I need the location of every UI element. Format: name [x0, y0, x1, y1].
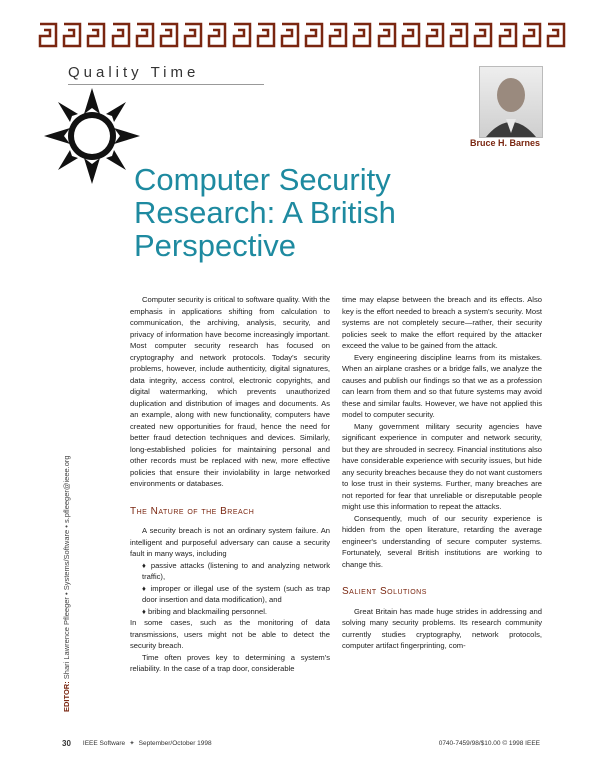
paragraph: time may elapse between the breach and its effects. Also key is the effort needed to breach a system's security. Most systems are not completely secure—rather, their security policies seek to make the effort required by the attacker exceed the value to be gained from the attack. [342, 295, 542, 350]
banner-glyph-icon [328, 22, 348, 48]
intro-paragraph: Computer security is critical to software quality. With the emphasis in applications shifting from calculation to communication, the archiving, analysis, security, and privacy of information have become increasingly important. Most computer security research has focused on cryptography and network protocols. Today's security problems, however, include authenticity, digital signatures, data integrity, access control, electronic copyrights, and digital watermarking, which prevents unauthorized duplication and distribution of images and documents. As an example, along with new functionality, computers have created new opportunities for fraud, hence the need for better fraud detection techniques and devices. Similarly, long-established policies for maintaining personal and other records must be replaced with new, more effective policies that ensure their inviolability in large networked environments or databases. [130, 295, 330, 488]
banner-glyph-icon [546, 22, 566, 48]
banner-glyph-icon [159, 22, 179, 48]
paragraph: Many government military security agencies have significant experience in computer and network security, but they are shrouded in secrecy. Financial institutions also have considerable experience with security issues, but hide any security breaches because they do not want customers to lose trust in their systems. Further, many breaches are not reported for fear that unreliable or disreputable people might use this information to repeat the attacks. [342, 421, 542, 511]
paragraph: In some cases, such as the monitoring of data transmissions, users might not be able to detect the security breach. [130, 618, 330, 650]
banner-glyph-icon [425, 22, 445, 48]
banner-glyph-icon [401, 22, 421, 48]
banner-glyph-icon [352, 22, 372, 48]
banner-glyph-icon [256, 22, 276, 48]
banner-glyph-icon [86, 22, 106, 48]
paragraph: Time often proves key to determining a system's reliability. In the case of a trap door, considerable [130, 652, 330, 673]
editor-label: EDITOR: [62, 681, 71, 712]
issue-date: September/October 1998 [138, 739, 212, 747]
section-heading-solutions: Salient Solutions [342, 586, 427, 597]
paragraph: Consequently, much of our security experience is hidden from the open literature, retarding the average engineer's understanding of secure computer systems. Fortunately, several British institutions are working to change this. [342, 513, 542, 569]
banner-glyph-icon [473, 22, 493, 48]
banner-glyph-icon [111, 22, 131, 48]
magazine-name: IEEE Software [82, 739, 126, 747]
banner-glyph-icon [232, 22, 252, 48]
bullet-item: ♦ bribing and blackmailing personnel. [142, 606, 268, 616]
banner-glyph-icon [38, 22, 58, 48]
banner-glyph-icon [498, 22, 518, 48]
banner-glyph-icon [377, 22, 397, 48]
banner-glyph-icon [207, 22, 227, 48]
editor-note [62, 392, 71, 712]
banner-glyph-icon [522, 22, 542, 48]
author-photo [479, 66, 543, 138]
section-label: Quality Time [68, 64, 200, 81]
left-column [130, 294, 330, 675]
bullet-item: ♦ passive attacks (listening to and analyzing network traffic), [142, 560, 330, 581]
right-column [342, 294, 542, 652]
compass-logo-icon [40, 84, 144, 188]
banner-glyph-icon [135, 22, 155, 48]
banner-glyph-icon [304, 22, 324, 48]
editor-text: Shari Lawrence Pfleeger • Systems/Software • s.pfleeger@ieee.org [62, 455, 71, 680]
portrait-icon [480, 67, 542, 137]
paragraph: Every engineering discipline learns from its mistakes. When an airplane crashes or a bridge falls, we analyze the causes and publish our findings so that we as a profession can learn from them and so that future systems may avoid these and similar faults. However, we have not applied this model to computer security. [342, 352, 542, 419]
paragraph: Great Britain has made huge strides in addressing and solving many security problems. Its research community currently studies cryptography, network protocols, computer artifact fingerprinting, com- [342, 606, 542, 650]
bullet-item: ♦ improper or illegal use of the system (such as trap door insertion and data modification), and [142, 583, 330, 604]
banner-glyph-icon [183, 22, 203, 48]
article-title: Computer Security Research: A British Perspective [134, 162, 396, 263]
copyright-code: 0740-7459/98/$10.00 © 1998 IEEE [438, 739, 540, 747]
magazine-logo-icon: ✦ [129, 740, 135, 747]
paragraph: A security breach is not an ordinary system failure. An intelligent and purposeful adversary can cause a security fault in many ways, including [130, 526, 330, 558]
banner-glyph-icon [449, 22, 469, 48]
banner-glyph-icon [280, 22, 300, 48]
section-heading-breach: The Nature of the Breach [130, 505, 255, 517]
page-footer [62, 736, 540, 750]
page-number: 30 [62, 738, 71, 748]
decorative-banner [38, 22, 566, 50]
banner-glyph-icon [62, 22, 82, 48]
author-name: Bruce H. Barnes [469, 138, 540, 148]
